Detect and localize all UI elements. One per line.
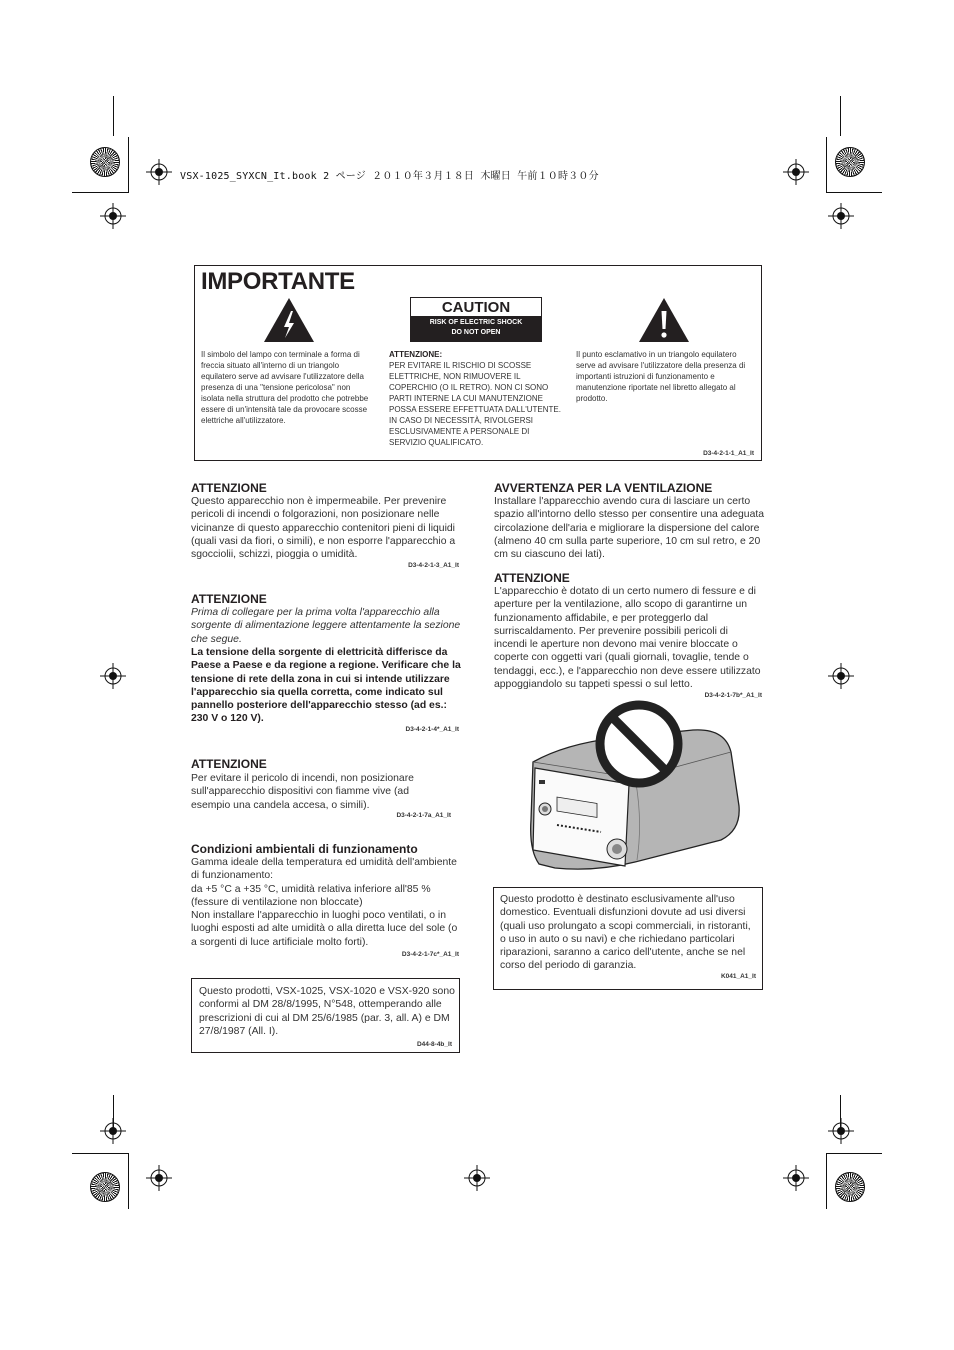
crop-line — [128, 1153, 129, 1209]
caution-band-line2: DO NOT OPEN — [451, 329, 501, 336]
right-s1-text: Installare l'apparecchio avendo cura di lasciare un certo spazio all'intorno dello stesso per consentire una adeguata circolazione dell'aria e migliorare la dispersione del calore (almeno 40 cm sulla parte superiore, 10 cm sul retro, e 20 cm su ciascuno dei lati). — [494, 496, 765, 561]
crop-line — [113, 96, 114, 136]
right-domestic-use-box — [493, 887, 763, 990]
rosette-mark-icon — [90, 1172, 120, 1202]
left-s2-bold — [191, 646, 463, 726]
crop-line — [72, 1153, 128, 1154]
rosette-mark-icon — [90, 147, 120, 177]
left-s3-text: Per evitare il pericolo di incendi, non posizionare sull'apparecchio dispositivi con fiamme vive (ad esempio una candela accesa, o simili). — [191, 773, 414, 811]
caution-attenzione-block — [389, 349, 561, 448]
crop-line — [840, 96, 841, 136]
caution-band-line1: RISK OF ELECTRIC SHOCK — [429, 319, 523, 326]
crop-line — [826, 1153, 827, 1209]
registration-mark-icon — [828, 663, 854, 689]
registration-mark-icon — [464, 1165, 490, 1191]
left-s1-code: D3-4-2-1-3_A1_It — [408, 562, 459, 569]
prohibition-icon — [600, 705, 678, 783]
registration-mark-icon — [146, 159, 172, 185]
left-s4-text: Gamma ideale della temperatura ed umidità dell'ambiente di funzionamento: da +5 °C a +35 °C, umidità relativa inferiore all'85 % (fessure di ventilazione non bloccate) Non installare l'apparecchio in luoghi poco ventilati, o in luoghi esposti ad alte umidità o alla diretta luce del sole (o a sorgenti di luce artificiale molto forti). — [191, 857, 458, 948]
registration-mark-icon — [828, 203, 854, 229]
right-s2-text: L'apparecchio è dotato di un certo numero di fessure e di aperture per la ventilazione, allo scopo di garantirne un funzionamento affidabile, e per proteggerlo dal surriscaldamento. Per prevenire possibili pericoli di incendi le aperture non devono mai venire bloccate o coperte con oggetti vari (quali giornali, tovaglie, tende o tendaggi, ecc.), e l'apparecchio non deve essere utilizzato appoggiandolo su tappeti spessi o sul letto. — [494, 586, 761, 691]
left-s2-italic: Prima di collegare per la prima volta l'apparecchio alla sorgente di alimentazione leggere attentamente la sezione che segue. — [191, 607, 461, 645]
registration-mark-icon — [783, 1165, 809, 1191]
right-domestic-use-code: K041_A1_It — [720, 973, 756, 980]
left-s1-text: Questo apparecchio non è impermeabile. Per prevenire pericoli di incendi o folgorazioni, non posizionare nelle vicinanze di questo apparecchio contenitori pieni di liquidi (quali vasi da fiori, o simili), e non esporre l'apparecchio a sgocciolii, schizzi, pioggia o umidità. — [191, 496, 456, 561]
crop-line — [72, 192, 128, 193]
left-s4-code: D3-4-2-1-7c*_A1_It — [401, 951, 459, 958]
registration-mark-icon — [828, 1118, 854, 1144]
importante-title: IMPORTANTE — [201, 268, 355, 295]
caution-word: CAUTION — [441, 299, 511, 316]
registration-mark-icon — [783, 159, 809, 185]
lightning-symbol-explanation: Il simbolo del lampo con terminale a forma di freccia situato all'interno di un triangolo equilatero serve ad avvisare l'utilizzatore della presenza di una "tensione pericolosa" non isolata nella struttura del prodotto che potrebbe essere di un'intensità tale da provocare scosse elettriche all'utilizzatore. — [201, 350, 369, 425]
print-header-line: VSX-1025_SYXCN_It.book 2 ページ ２０１０年３月１８日 木曜日 午前１０時３０分 — [180, 171, 599, 182]
crop-line — [826, 192, 882, 193]
registration-mark-icon — [100, 1118, 126, 1144]
left-compliance-text: Questo prodotti, VSX-1025, VSX-1020 e VSX-920 sono conformi al DM 28/8/1995, N°548, ottemperando alle prescrizioni di cui al DM 25/6/1985 (par. 3, all. A) e DM 27/8/1987 (All. I). — [199, 986, 455, 1037]
crop-line — [128, 137, 129, 193]
left-s2-code: D3-4-2-1-4*_A1_It — [405, 726, 459, 733]
left-s4-heading: Condizioni ambientali di funzionamento — [191, 842, 418, 856]
registration-mark-icon — [100, 663, 126, 689]
covered-receiver-illustration — [525, 700, 747, 872]
left-s1-heading: ATTENZIONE — [191, 481, 267, 495]
caution-label — [410, 297, 542, 342]
crop-line — [826, 137, 827, 193]
exclamation-symbol-explanation: Il punto esclamativo in un triangolo equilatero serve ad avvisare l'utilizzatore della presenza di importanti istruzioni di funzionamento e manutenzione riportate nel libretto allegato al prodotto. — [576, 350, 746, 403]
right-s1-heading: AVVERTENZA PER LA VENTILAZIONE — [494, 481, 713, 495]
rosette-mark-icon — [835, 1172, 865, 1202]
caution-band — [411, 316, 541, 341]
right-domestic-use-text: Questo prodotto è destinato esclusivamente all'uso domestico. Eventuali disfunzioni dovute ad usi diversi (quali uso prolungato a scopi commerciali, in ristoranti, o uso in auto o su navi) e che richiedano particolari riparazioni, saranno a carico dell'utente, anche se nel corso del periodo di garanzia. — [500, 894, 751, 972]
left-s2-bold-text: La tensione della sorgente di elettricità differisce da Paese a Paese e da regione a regione. Verificare che la tensione di rete della zona in cui si intende utilizzare l'apparecchio sia quella corretta, come indicato sul pannello posteriore dell'apparecchio stesso (ad es.: 230 V o 120 V). — [191, 647, 461, 725]
caution-attenzione-heading: ATTENZIONE: — [389, 350, 443, 359]
left-compliance-box — [191, 978, 460, 1053]
left-s3-code: D3-4-2-1-7a_A1_It — [396, 812, 451, 819]
rosette-mark-icon — [835, 147, 865, 177]
importante-code: D3-4-2-1-1_A1_It — [703, 450, 754, 457]
left-compliance-code: D44-8-4b_It — [416, 1041, 452, 1048]
left-s2-heading: ATTENZIONE — [191, 592, 267, 606]
caution-attenzione-text: PER EVITARE IL RISCHIO DI SCOSSE ELETTRICHE, NON RIMUOVERE IL COPERCHIO (O IL RETRO). NON CI SONO PARTI INTERNE LA CUI MANUTENZIONE POSSA ESSERE EFFETTUATA DALL'UTENTE. IN CASO DI NECESSITÀ, RIVOLGERSI ESCLUSIVAMENTE A PERSONALE DI SERVIZIO QUALIFICATO. — [389, 361, 561, 447]
registration-mark-icon — [146, 1165, 172, 1191]
right-s2-code: D3-4-2-1-7b*_A1_It — [704, 692, 762, 699]
crop-line — [826, 1153, 882, 1154]
left-s3-heading: ATTENZIONE — [191, 757, 267, 771]
registration-mark-icon — [100, 203, 126, 229]
lightning-warning-triangle-icon — [263, 297, 315, 343]
exclamation-warning-triangle-icon — [638, 297, 690, 343]
right-s2-heading: ATTENZIONE — [494, 571, 570, 585]
